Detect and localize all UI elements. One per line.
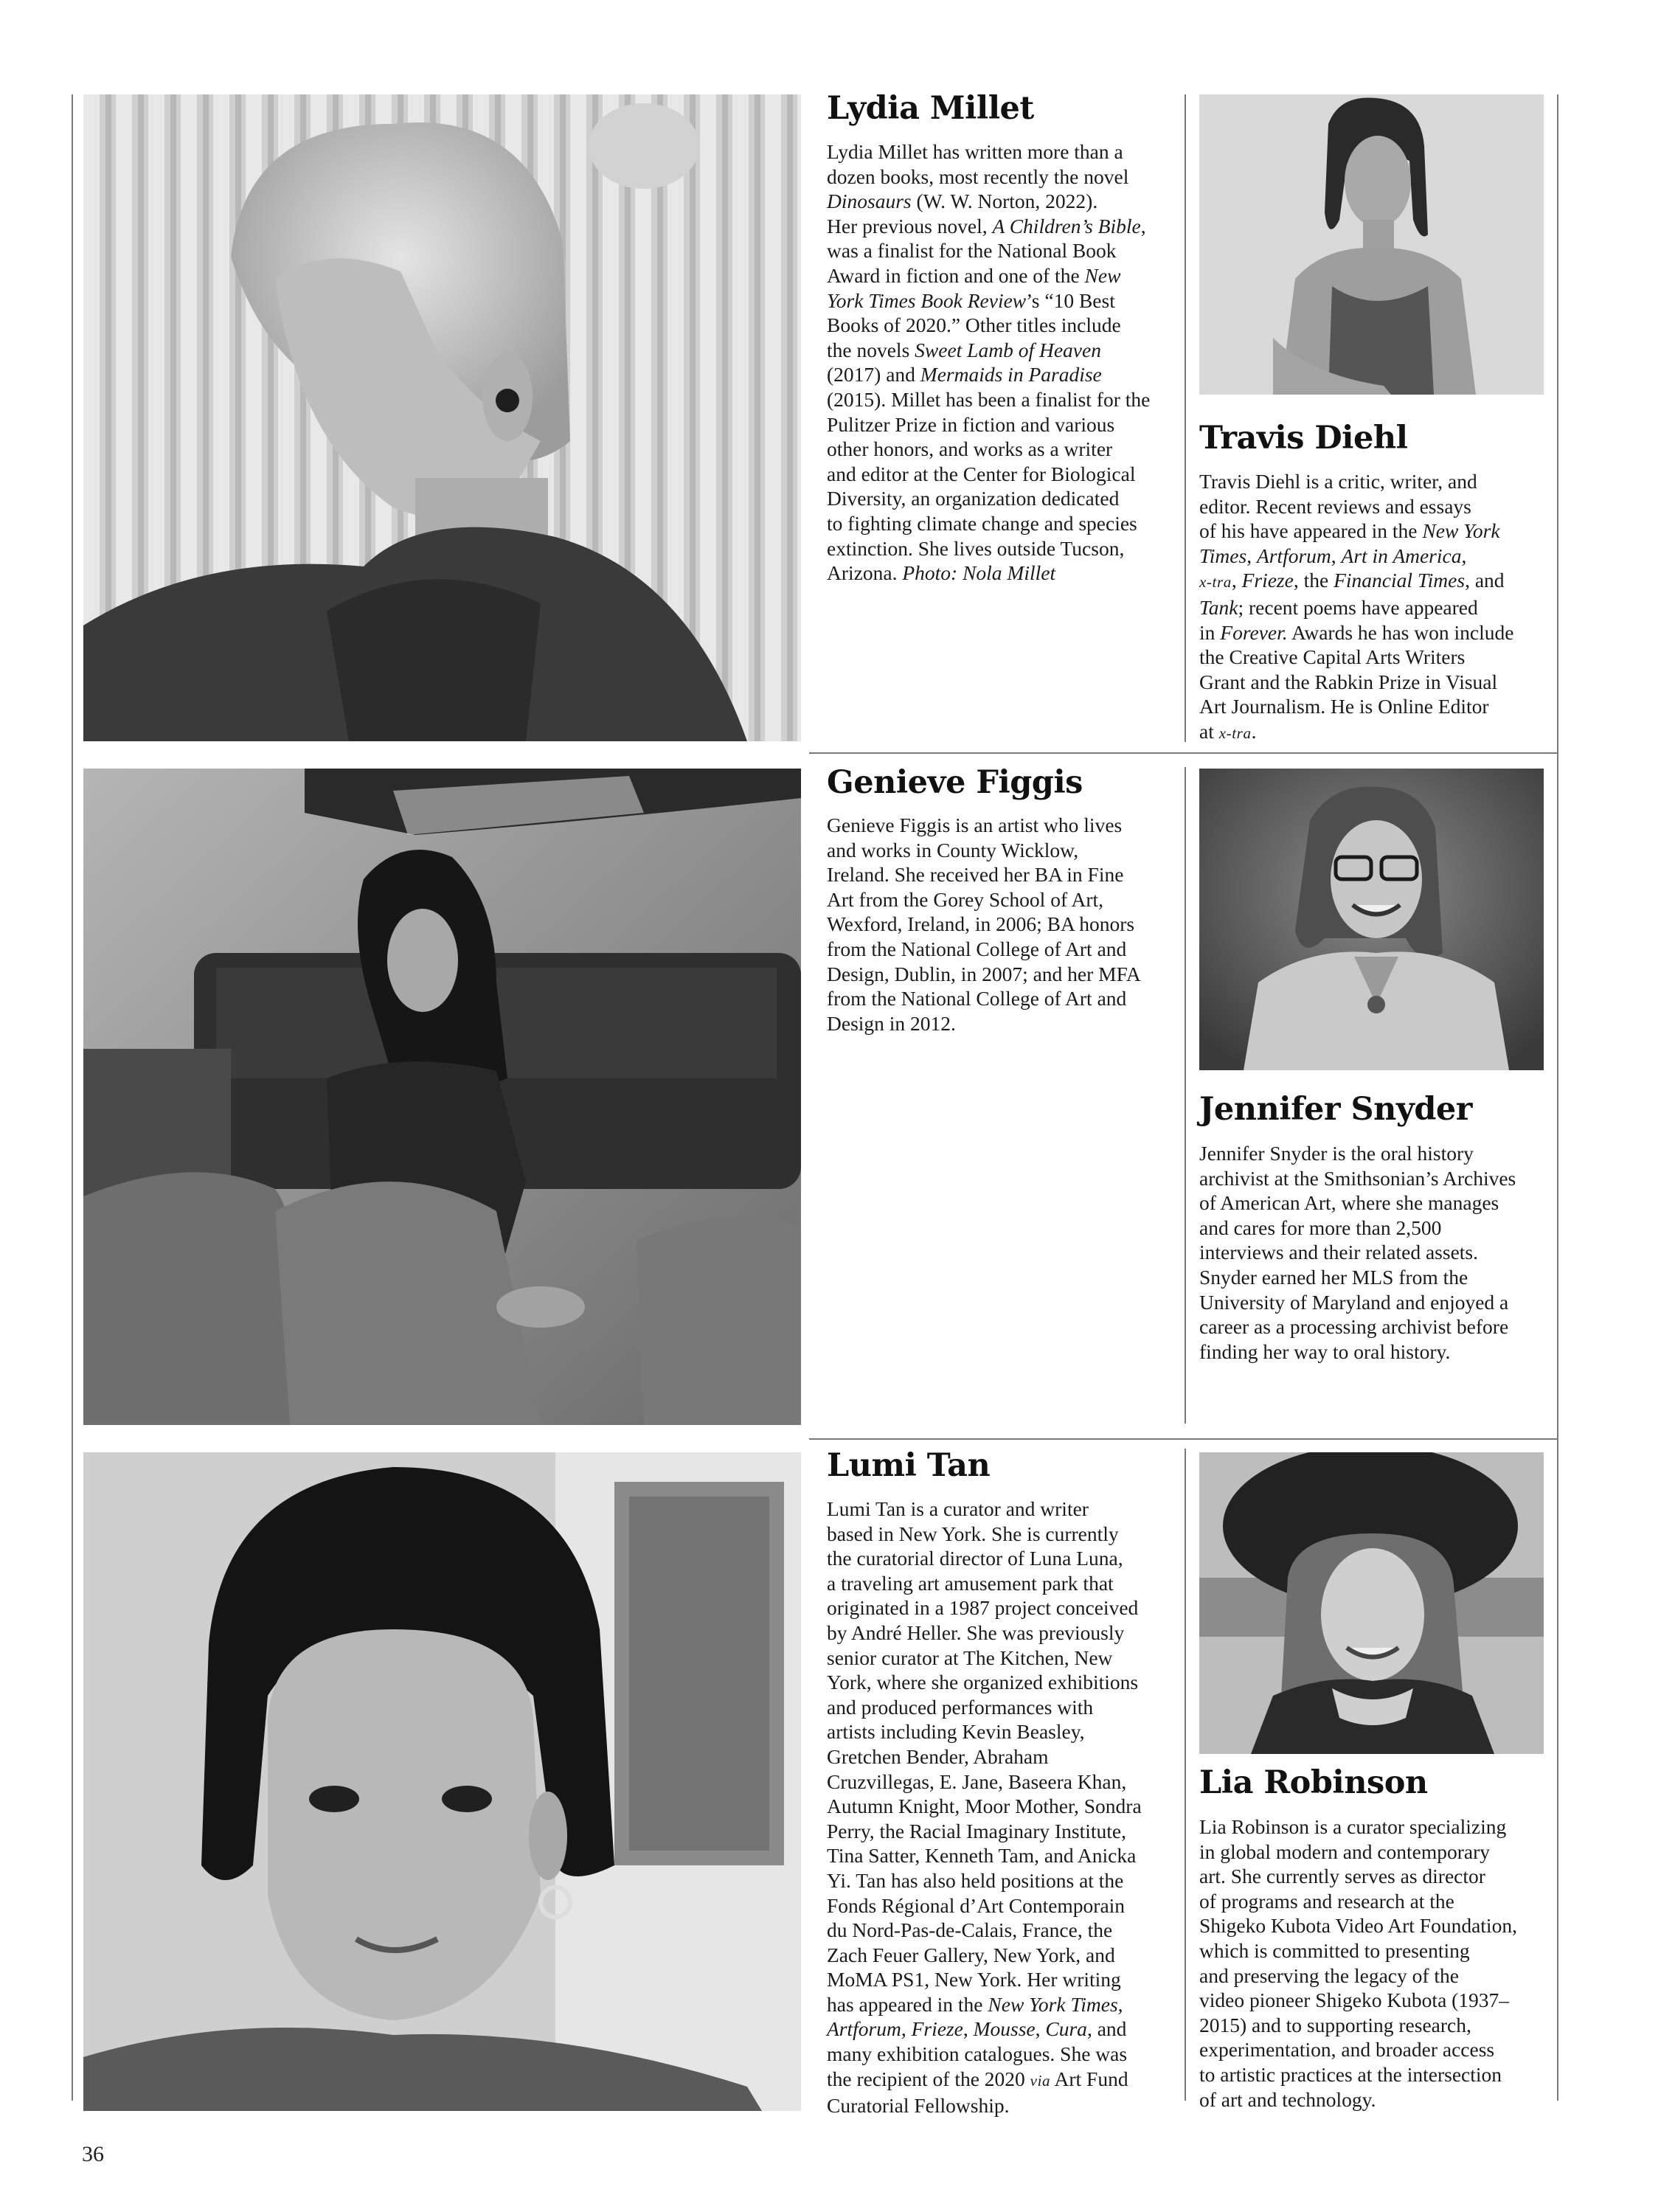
- bio-name-lydia-millet: Lydia Millet: [827, 90, 1034, 127]
- bio-line: York Times Book Review’s “10 Best: [827, 288, 1115, 312]
- bio-line: Ireland. She received her BA in Fine: [827, 863, 1124, 887]
- bio-line: video pioneer Shigeko Kubota (1937–: [1199, 1989, 1510, 2012]
- bio-line: Travis Diehl is a critic, writer, and: [1199, 470, 1477, 493]
- bio-line: Grant and the Rabkin Prize in Visual: [1199, 670, 1498, 693]
- bio-name-travis-diehl: Travis Diehl: [1199, 420, 1408, 457]
- bio-line: Arizona. Photo: Nola Millet: [827, 561, 1056, 585]
- bio-line: art. She currently serves as director: [1199, 1865, 1485, 1888]
- bio-line: Design in 2012.: [827, 1011, 956, 1035]
- bio-line: Wexford, Ireland, in 2006; BA honors: [827, 912, 1135, 936]
- bio-line: other honors, and works as a writer: [827, 437, 1113, 461]
- bio-text-jennifer-snyder: [1199, 1141, 1546, 1364]
- bio-line: to artistic practices at the intersection: [1199, 2062, 1502, 2086]
- bio-text-travis-diehl: [1199, 469, 1546, 746]
- bio-line: Fonds Régional d’Art Contemporain: [827, 1893, 1126, 1917]
- bio-line: was a finalist for the National Book: [827, 239, 1117, 263]
- bio-line: Her previous novel, A Children’s Bible,: [827, 214, 1146, 238]
- bio-line: finding her way to oral history.: [1199, 1339, 1451, 1363]
- bio-text-lia-robinson: [1199, 1814, 1546, 2112]
- bio-line: the Creative Capital Arts Writers: [1199, 645, 1466, 669]
- bio-line: MoMA PS1, New York. Her writing: [827, 1968, 1121, 1991]
- bio-line: a traveling art amusement park that: [827, 1571, 1114, 1595]
- bio-line: Shigeko Kubota Video Art Foundation,: [1199, 1914, 1517, 1938]
- bio-line: (2015). Millet has been a finalist for the: [827, 387, 1151, 411]
- bio-name-lia-robinson: Lia Robinson: [1199, 1764, 1428, 1801]
- page-right-rule: [1557, 94, 1558, 2101]
- bio-line: and works in County Wicklow,: [827, 838, 1079, 861]
- bio-line: artists including Kevin Beasley,: [827, 1720, 1085, 1744]
- bio-line: Lydia Millet has written more than a: [827, 140, 1123, 163]
- lydia-millet-photo: [83, 94, 801, 741]
- bio-line: of art and technology.: [1199, 2087, 1376, 2111]
- bio-line: Autumn Knight, Moor Mother, Sondra: [827, 1795, 1142, 1818]
- genieve-figgis-photo: [83, 769, 801, 1425]
- bio-line: in global modern and contemporary: [1199, 1840, 1491, 1863]
- bio-line: University of Maryland and enjoyed a: [1199, 1290, 1509, 1314]
- bio-line: and preserving the legacy of the: [1199, 1963, 1460, 1987]
- bio-line: (2017) and Mermaids in Paradise: [827, 363, 1102, 386]
- bio-line: from the National College of Art and: [827, 987, 1127, 1010]
- bio-line: the novels Sweet Lamb of Heaven: [827, 338, 1101, 361]
- bio-line: of programs and research at the: [1199, 1889, 1454, 1913]
- bio-line: Snyder earned her MLS from the: [1199, 1265, 1468, 1289]
- bio-line: Jennifer Snyder is the oral history: [1199, 1142, 1474, 1165]
- bio-line: Artforum, Frieze, Mousse, Cura, and: [827, 2017, 1127, 2041]
- bio-line: Diversity, an organization dedicated: [827, 487, 1120, 510]
- bio-line: senior curator at The Kitchen, New: [827, 1646, 1113, 1669]
- bio-line: many exhibition catalogues. She was: [827, 2042, 1128, 2066]
- bio-line: at x-tra.: [1199, 719, 1257, 743]
- bio-line: Books of 2020.” Other titles include: [827, 313, 1121, 337]
- bio-line: extinction. She lives outside Tucson,: [827, 536, 1125, 560]
- bio-line: Art Journalism. He is Online Editor: [1199, 695, 1489, 718]
- row-divider-2: [809, 1438, 1557, 1440]
- bio-line: Zach Feuer Gallery, New York, and: [827, 1943, 1115, 1966]
- bio-line: experimentation, and broader access: [1199, 2038, 1495, 2062]
- bio-line: and produced performances with: [827, 1695, 1094, 1719]
- bio-line: 2015) and to supporting research,: [1199, 2013, 1471, 2036]
- bio-line: of his have appeared in the New York: [1199, 519, 1500, 543]
- travis-diehl-photo: [1199, 94, 1544, 395]
- bio-line: Art from the Gorey School of Art,: [827, 887, 1103, 911]
- page-left-rule: [72, 94, 73, 2101]
- bio-line: Yi. Tan has also held positions at the: [827, 1868, 1124, 1892]
- bio-name-lumi-tan: Lumi Tan: [827, 1447, 991, 1484]
- bio-text-genieve-figgis: [827, 813, 1173, 1036]
- bio-line: Dinosaurs (W. W. Norton, 2022).: [827, 190, 1098, 213]
- bio-line: archivist at the Smithsonian’s Archives: [1199, 1166, 1516, 1190]
- bio-line: from the National College of Art and: [827, 937, 1127, 960]
- bio-line: and cares for more than 2,500: [1199, 1216, 1442, 1239]
- bio-line: Pulitzer Prize in fiction and various: [827, 412, 1115, 436]
- bio-line: Genieve Figgis is an artist who lives: [827, 814, 1123, 836]
- bio-line: Gretchen Bender, Abraham: [827, 1744, 1049, 1768]
- bio-name-jennifer-snyder: Jennifer Snyder: [1199, 1091, 1472, 1128]
- bio-line: editor. Recent reviews and essays: [1199, 494, 1471, 518]
- bio-line: Tank; recent poems have appeared: [1199, 595, 1478, 619]
- column-rule-row2: [1185, 767, 1186, 1424]
- bio-text-lydia-millet: [827, 139, 1173, 586]
- bio-line: by André Heller. She was previously: [827, 1620, 1125, 1644]
- bio-line: Tina Satter, Kenneth Tam, and Anicka: [827, 1844, 1137, 1868]
- bio-line: Design, Dublin, in 2007; and her MFA: [827, 962, 1141, 985]
- bio-line: Perry, the Racial Imaginary Institute,: [827, 1819, 1127, 1842]
- bio-line: and editor at the Center for Biological: [827, 462, 1136, 485]
- bio-line: career as a processing archivist before: [1199, 1315, 1509, 1339]
- row-divider-1: [809, 752, 1557, 754]
- bio-line: Lumi Tan is a curator and writer: [827, 1497, 1089, 1520]
- bio-line: x-tra, Frieze, the Financial Times, and: [1199, 569, 1505, 592]
- bio-line: dozen books, most recently the novel: [827, 164, 1129, 188]
- bio-line: has appeared in the New York Times,: [827, 1992, 1123, 2016]
- bio-line: which is committed to presenting: [1199, 1938, 1470, 1962]
- page-number: 36: [82, 2142, 104, 2166]
- bio-line: of American Art, where she manages: [1199, 1191, 1499, 1215]
- jennifer-snyder-photo: [1199, 769, 1544, 1070]
- bio-line: interviews and their related assets.: [1199, 1241, 1478, 1264]
- lumi-tan-photo: [83, 1452, 801, 2111]
- bio-line: based in New York. She is currently: [827, 1522, 1119, 1545]
- bio-name-genieve-figgis: Genieve Figgis: [827, 764, 1083, 801]
- bio-line: originated in a 1987 project conceived: [827, 1596, 1139, 1620]
- lia-robinson-photo: [1199, 1452, 1544, 1754]
- bio-line: Curatorial Fellowship.: [827, 2094, 1010, 2118]
- bio-line: in Forever. Awards he has won include: [1199, 620, 1514, 644]
- bio-line: Lia Robinson is a curator specializing: [1199, 1815, 1507, 1838]
- bio-line: York, where she organized exhibitions: [827, 1671, 1139, 1694]
- bio-line: Times, Artforum, Art in America,: [1199, 544, 1467, 567]
- bio-line: du Nord-Pas-de-Calais, France, the: [827, 1918, 1113, 1942]
- bio-text-lumi-tan: [827, 1497, 1173, 2118]
- column-rule-row3: [1185, 1449, 1186, 2101]
- bio-line: Award in fiction and one of the New: [827, 263, 1121, 287]
- bio-line: to fighting climate change and species: [827, 511, 1137, 535]
- bio-line: the recipient of the 2020 via Art Fund: [827, 2067, 1128, 2090]
- column-rule-row1: [1185, 94, 1186, 742]
- bio-line: the curatorial director of Luna Luna,: [827, 1547, 1123, 1570]
- bio-line: Cruzvillegas, E. Jane, Baseera Khan,: [827, 1769, 1127, 1793]
